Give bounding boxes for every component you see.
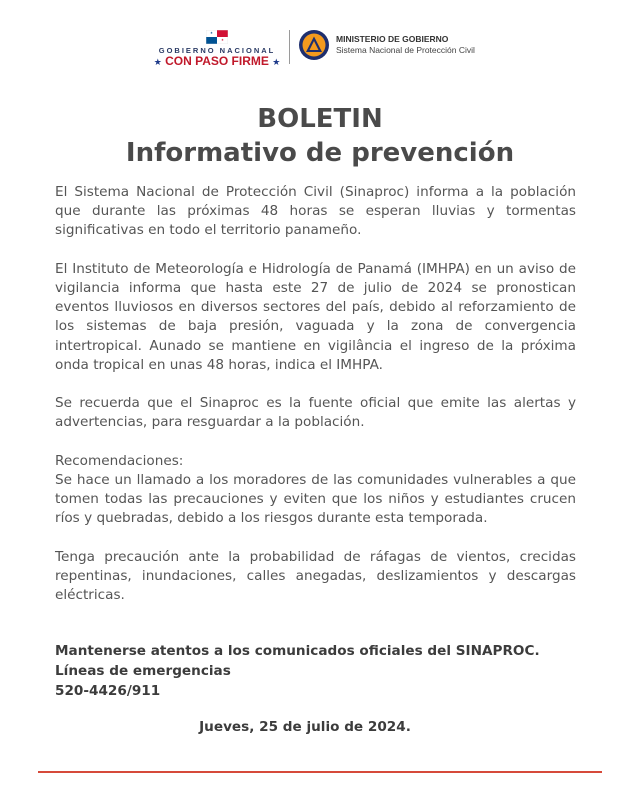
header-divider xyxy=(289,30,290,64)
paragraph-imhpa: El Instituto de Meteorología e Hidrología de Panamá (IMHPA) en un aviso de vigilancia informa que hasta este 27 de julio de 2024 se pronostican eventos lluviosos en diversos sectores del país, debido al reforzamiento de los sistemas de baja presión, vaguada y la zona de convergencia intertropical. Aunado se mantiene en vigilância el ingreso de la próxima onda tropical en unas 48 horas, indica el IMHPA. xyxy=(55,260,576,373)
gov-logo-top-text: GOBIERNO NACIONAL xyxy=(158,46,276,55)
sinaproc-seal-icon xyxy=(298,29,330,61)
paragraph-precautions: Tenga precaución ante la probabilidad de ráfagas de vientos, crecidas repentinas, inundaciones, calles anegadas, deslizamientos y descargas eléctricas. xyxy=(55,548,576,604)
panama-flag-icon xyxy=(206,30,228,44)
paragraph-official-source: Se recuerda que el Sinaproc es la fuente oficial que emite las alertas y advertencias, para resguardar a la población. xyxy=(55,395,576,431)
title-line-informativo: Informativo de prevención xyxy=(125,138,515,168)
bulletin-body xyxy=(55,183,576,625)
header xyxy=(0,24,640,72)
emergency-label: Líneas de emergencias xyxy=(55,663,231,679)
ministry-subtitle: Sistema Nacional de Protección Civil xyxy=(336,45,475,55)
title-line-boletin: BOLETIN xyxy=(257,104,383,134)
footer-rule xyxy=(38,771,602,773)
ministry-name: MINISTERIO DE GOBIERNO xyxy=(336,34,449,44)
gobierno-nacional-logo xyxy=(152,30,282,69)
emergency-info xyxy=(55,641,595,701)
page-title xyxy=(0,102,640,170)
recommendations-label: Recomendaciones: xyxy=(55,452,184,469)
emergency-numbers: 520-4426/911 xyxy=(55,683,161,699)
ministry-label xyxy=(336,34,475,56)
paragraph-recommendations: Se hace un llamado a los moradores de las comunidades vulnerables a que tomen todas las precauciones y eviten que los niños y estudiantes crucen ríos y quebradas, debido a los riesgos durante esta temporada. xyxy=(55,472,576,527)
paragraph-intro: El Sistema Nacional de Protección Civil (Sinaproc) informa a la población que durante las próximas 48 horas se esperan lluvias y tormentas significativas en todo el territorio panameño. xyxy=(55,184,576,239)
gov-logo-bottom-text xyxy=(152,55,282,69)
star-icon: ★ xyxy=(272,57,281,67)
gov-logo-slogan: CON PASO FIRME xyxy=(165,54,269,68)
attention-text: Mantenerse atentos a los comunicados oficiales del SINAPROC. xyxy=(55,643,540,659)
recommendations-block xyxy=(55,452,576,529)
star-icon: ★ xyxy=(153,57,162,67)
bulletin-date: Jueves, 25 de julio de 2024. xyxy=(199,719,411,735)
